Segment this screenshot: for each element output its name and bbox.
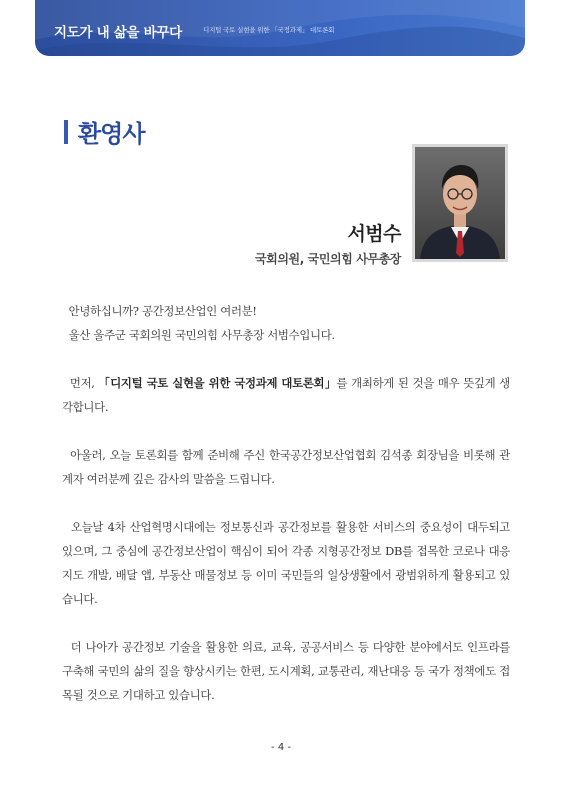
section-heading <box>64 114 145 149</box>
paragraph-industry <box>62 515 510 611</box>
page-number: - 4 - <box>271 742 291 753</box>
paragraph-greeting <box>62 299 510 347</box>
paragraph-future <box>62 635 510 707</box>
industry-text: 오늘날 4차 산업혁명시대에는 정보통신과 공간정보를 활용한 서비스의 중요성이 대두되고 있으며, 그 중심에 공간정보산업이 핵심이 되어 각종 지형공간정보 DB를 접목한 코로나 대응 지도 개발, 배달 앱, 부동산 매물정보 등 이미 국민들의 일상생활에서 광범위하게 활용되고 있습니다. <box>62 520 510 606</box>
greeting-line-1: 안녕하십니까? 공간정보산업인 여러분! <box>68 304 257 318</box>
section-heading-bar <box>64 120 68 144</box>
section-title: 환영사 <box>78 120 145 148</box>
opening-post: 를 개최하게 된 것을 매우 뜻깊게 생각합니다. <box>62 376 510 414</box>
speaker-portrait-image <box>415 147 505 259</box>
welcome-message-body <box>62 299 510 731</box>
greeting-line-2: 울산 울주군 국회의원 국민의힘 사무총장 서범수입니다. <box>68 328 335 342</box>
opening-pre: 먼저, <box>69 376 99 390</box>
event-title-emphasis: 「디지털 국토 실현을 위한 국정과제 대토론회」 <box>98 376 337 390</box>
header-title: 지도가 내 삶을 바꾸다 <box>54 25 182 41</box>
thanks-text: 아울러, 오늘 토론회를 함께 준비해 주신 한국공간정보산업협회 김석종 회장님을 비롯해 관계자 여러분께 깊은 감사의 말씀을 드립니다. <box>62 448 510 486</box>
paragraph-opening <box>62 371 510 419</box>
speaker-portrait <box>412 144 508 262</box>
paragraph-thanks <box>62 443 510 491</box>
future-text: 더 나아가 공간정보 기술을 활용한 의료, 교육, 공공서비스 등 다양한 분야에서도 인프라를 구축해 국민의 삶의 질을 향상시키는 한편, 도시계획, 교통관리, 재난대응 등 국가 정책에도 접목될 것으로 기대하고 있습니다. <box>62 640 510 702</box>
speaker-role: 국회의원, 국민의힘 사무총장 <box>254 252 401 266</box>
page-header <box>35 0 525 56</box>
header-subtitle: 디지털 국토 실현을 위한 「국정과제」 대토론회 <box>203 26 335 34</box>
speaker-name: 서범수 <box>347 223 401 245</box>
